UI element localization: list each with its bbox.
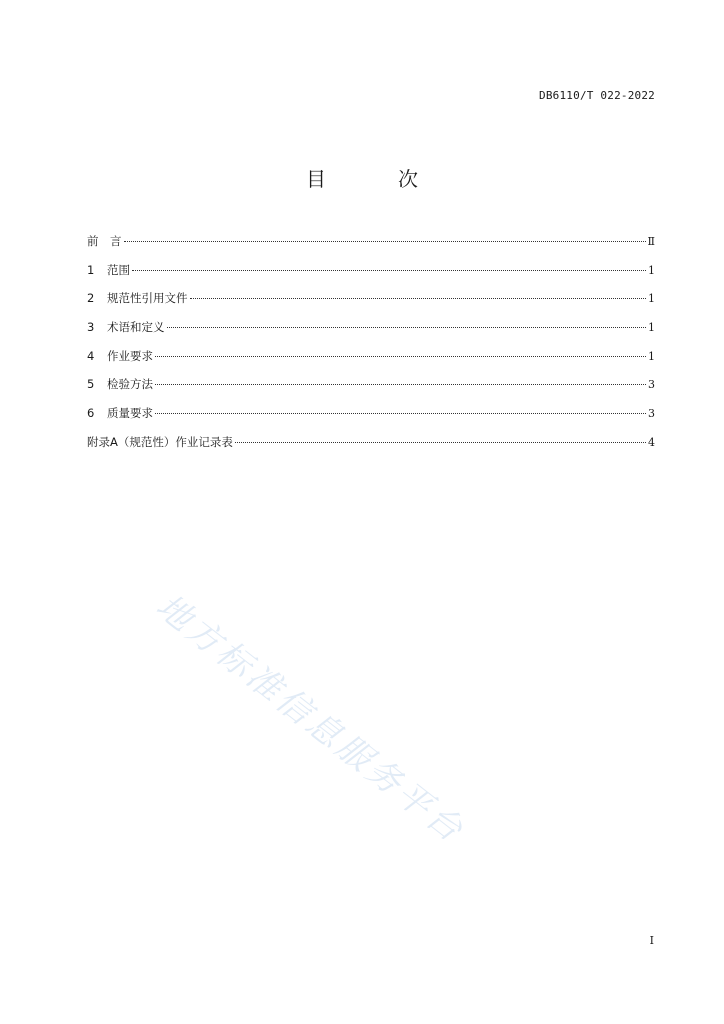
toc-entry-label: 规范性引用文件: [107, 291, 188, 306]
toc-entry-number: 3: [87, 320, 95, 335]
toc-entry-label: 检验方法: [107, 377, 153, 392]
toc-entry-label: 质量要求: [107, 406, 153, 421]
dot-leader: [132, 270, 646, 271]
toc-entry-label: 前 言: [87, 234, 122, 248]
page-number: I: [649, 934, 654, 947]
table-of-contents: [87, 233, 655, 463]
toc-entry-number: 2: [87, 291, 95, 306]
toc-entry-number: 6: [87, 406, 95, 421]
toc-entry-page: 1: [648, 349, 655, 363]
toc-entry-page: 1: [648, 263, 655, 277]
watermark: 地方标准信息服务平台: [148, 586, 473, 852]
toc-entry-normative-references[interactable]: [87, 290, 655, 319]
dot-leader: [190, 298, 647, 299]
toc-entry-page: Ⅱ: [647, 235, 655, 248]
toc-entry-label: 附录A（规范性）作业记录表: [87, 434, 233, 449]
toc-entry-page: 1: [648, 321, 655, 335]
toc-entry-quality[interactable]: [87, 405, 655, 434]
toc-entry-scope[interactable]: [87, 262, 655, 291]
toc-entry-label: 作业要求: [107, 348, 153, 363]
toc-entry-appendix-a[interactable]: [87, 434, 655, 463]
toc-entry-label: 范围: [107, 262, 130, 277]
toc-entry-requirements[interactable]: [87, 348, 655, 377]
toc-entry-foreword[interactable]: [87, 233, 655, 262]
dot-leader: [124, 241, 646, 242]
toc-entry-page: 3: [648, 378, 655, 392]
toc-entry-terms[interactable]: [87, 319, 655, 348]
toc-entry-number: 1: [87, 262, 95, 277]
document-code: DB6110/T 022-2022: [539, 89, 655, 102]
toc-entry-page: 4: [648, 435, 655, 449]
dot-leader: [167, 327, 647, 328]
page-title: 目 次: [306, 167, 444, 191]
toc-entry-number: 5: [87, 377, 95, 392]
dot-leader: [235, 442, 646, 443]
toc-entry-number: 4: [87, 348, 95, 363]
dot-leader: [155, 356, 646, 357]
toc-entry-page: 1: [648, 292, 655, 306]
dot-leader: [155, 384, 646, 385]
toc-entry-test-methods[interactable]: [87, 376, 655, 405]
toc-entry-label: 术语和定义: [107, 320, 165, 335]
dot-leader: [155, 413, 646, 414]
toc-entry-page: 3: [648, 407, 655, 421]
